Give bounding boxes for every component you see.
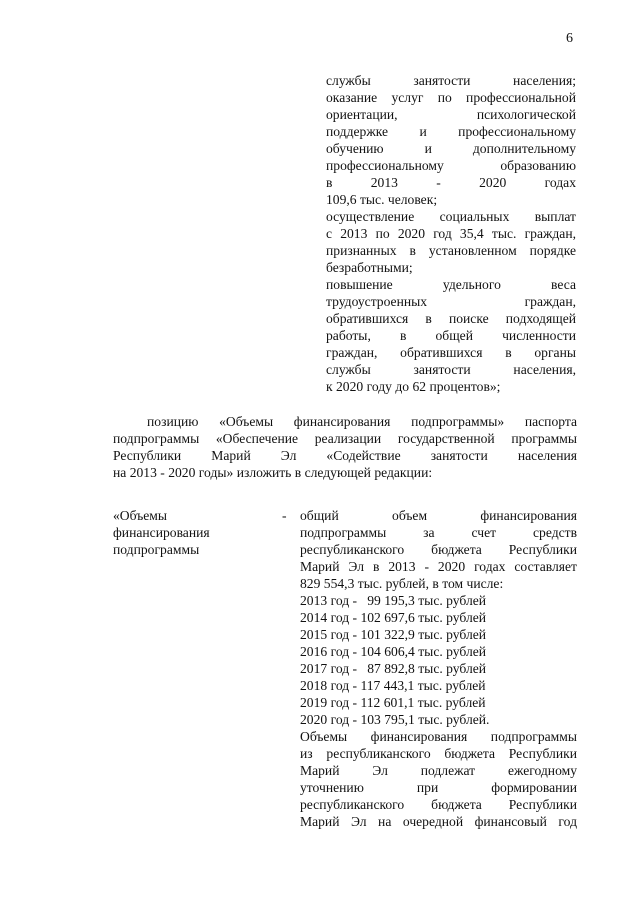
year-funding-line: 2018 год - 117 443,1 тыс. рублей — [300, 678, 486, 693]
year-funding-line: 2015 год - 101 322,9 тыс. рублей — [300, 627, 487, 642]
text-line: обратившихся в поиске подходящей — [326, 311, 576, 326]
text-line: Объемы финансирования подпрограммы — [300, 729, 577, 744]
year-funding-line: 2019 год - 112 601,1 тыс. рублей — [300, 695, 486, 710]
year-funding-line: 2017 год - 87 892,8 тыс. рублей — [300, 661, 487, 676]
text-line: республиканского бюджета Республики — [300, 797, 577, 812]
text-line: республиканского бюджета Республики — [300, 542, 577, 557]
text-line: работы, в общей численности — [326, 328, 576, 343]
page-number: 6 — [566, 31, 573, 46]
text-line: 829 554,3 тыс. рублей, в том числе: — [300, 576, 504, 591]
text-line: Марий Эл в 2013 - 2020 годах составляет — [300, 559, 577, 574]
text-line: позицию «Объемы финансирования подпрограммы» паспорта — [147, 414, 577, 429]
year-funding-line: 2020 год - 103 795,1 тыс. рублей. — [300, 712, 490, 727]
text-line: повышение удельного веса — [326, 277, 576, 292]
text-line: уточнению при формировании — [300, 780, 577, 795]
year-funding-line: 2013 год - 99 195,3 тыс. рублей — [300, 593, 487, 608]
section-label — [113, 507, 263, 558]
year-funding-line: 2016 год - 104 606,4 тыс. рублей — [300, 644, 487, 659]
text-line: к 2020 году до 62 процентов»; — [326, 379, 501, 394]
text-line: на 2013 - 2020 годы» изложить в следующей редакции: — [113, 465, 433, 480]
text-line: оказание услуг по профессиональной — [326, 90, 576, 105]
amendment-paragraph — [113, 413, 577, 481]
text-line: поддержке и профессиональному — [326, 124, 576, 139]
text-line: Марий Эл подлежат ежегодному — [300, 763, 577, 778]
text-line: подпрограммы — [113, 542, 200, 557]
text-line: трудоустроенных граждан, — [326, 294, 576, 309]
text-line: подпрограммы «Обеспечение реализации государственной программы — [113, 431, 577, 446]
text-line: службы занятости населения, — [326, 362, 576, 377]
text-line: признанных в установленном порядке — [326, 243, 576, 258]
text-line: безработными; — [326, 260, 413, 275]
indicators-text-block — [326, 72, 576, 395]
text-line: профессиональному образованию — [326, 158, 576, 173]
text-line: в 2013 - 2020 годах — [326, 175, 576, 190]
text-line: ориентации, психологической — [326, 107, 576, 122]
text-line: с 2013 по 2020 год 35,4 тыс. граждан, — [326, 226, 576, 241]
text-line: общий объем финансирования — [300, 508, 577, 523]
text-line: граждан, обратившихся в органы — [326, 345, 576, 360]
text-line: подпрограммы за счет средств — [300, 525, 577, 540]
year-funding-line: 2014 год - 102 697,6 тыс. рублей — [300, 610, 487, 625]
text-line: Республики Марий Эл «Содействие занятости населения — [113, 448, 577, 463]
text-line: обучению и дополнительному — [326, 141, 576, 156]
text-line: осуществление социальных выплат — [326, 209, 576, 224]
text-line: 109,6 тыс. человек; — [326, 192, 438, 207]
funding-details — [300, 507, 577, 830]
text-line: финансирования — [113, 525, 210, 540]
label-dash: - — [282, 508, 287, 523]
text-line: Марий Эл на очередной финансовый год — [300, 814, 577, 829]
text-line: службы занятости населения; — [326, 73, 576, 88]
text-line: «Объемы — [113, 508, 167, 523]
text-line: из республиканского бюджета Республики — [300, 746, 577, 761]
